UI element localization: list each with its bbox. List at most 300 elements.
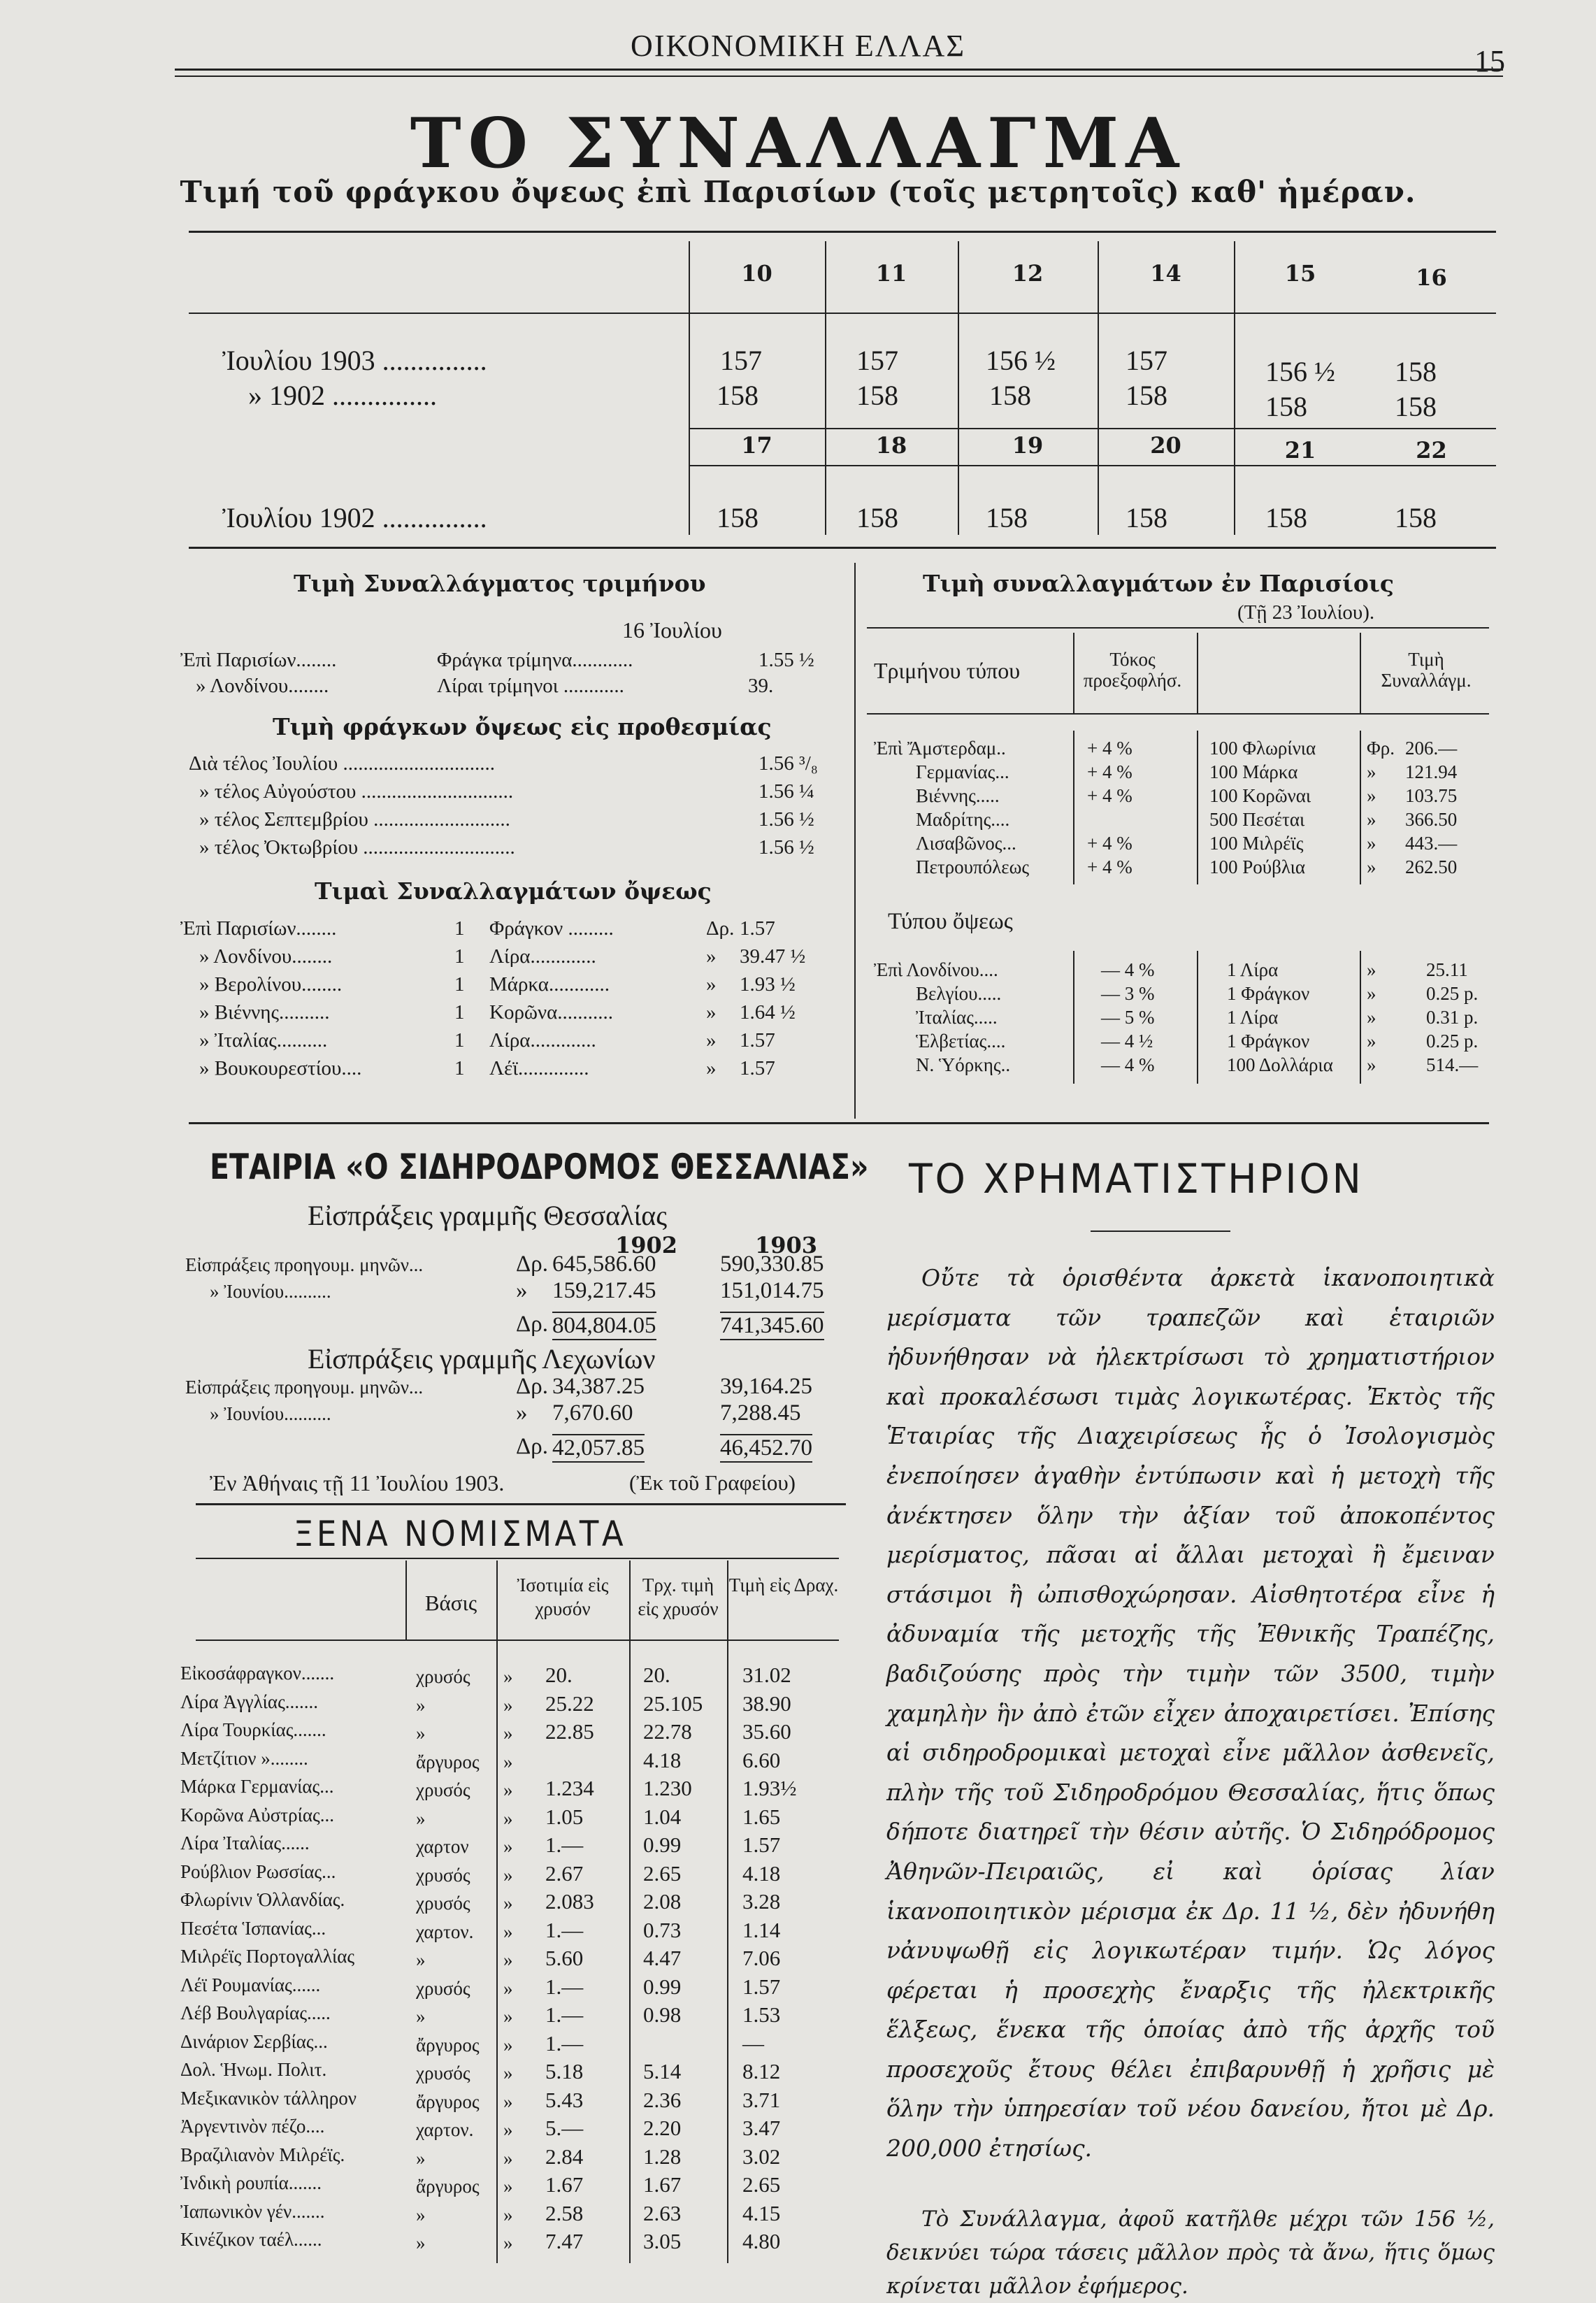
page-number: 15 [1474,44,1505,78]
opseos-currency: » [706,1029,717,1052]
thessalia-row-label: » Ἰουνίου.......... [210,1281,331,1302]
prothesmia-label: » τέλος Αὐγούστου .............................. [199,780,514,803]
paris-header-rate: Τόκος προεξοφλήσ. [1083,649,1182,691]
rate-cell: 158 [856,380,898,411]
paris-place: Ἑλβετίας.... [916,1031,1006,1052]
currency-name: Μεξικανικὸν τάλληρον [180,2087,357,2109]
thessalia-row-label: Εἰσπράξεις προηγουμ. μηνῶν... [185,1377,424,1398]
currency-basis: χαρτον. [416,2119,474,2140]
currency-name: Ἰνδικὴ ρουπία....... [180,2172,322,2193]
iso-ditto: » [503,1694,513,1716]
currency-name: Λίρα Ἰταλίας...... [180,1832,310,1853]
currency-basis: χρυσός [416,1666,470,1687]
iso-ditto: » [503,2204,513,2225]
paris-currency: » [1367,1054,1376,1075]
iso-value: 22.85 [545,1719,594,1744]
prothesmia-label: » τέλος Σεπτεμβρίου ........................... [199,808,510,831]
iso-ditto: » [503,2119,513,2140]
iso-value: 5.60 [545,1946,584,1970]
paris-header-trimino: Τριμήνου τύπου [874,658,1021,683]
drachma-value: 35.60 [742,1719,791,1744]
row-label-1903: Ἰουλίου 1903 ............... [222,345,487,376]
total-1903: 46,452.70 [720,1434,812,1463]
rate-cell: 158 [1126,380,1167,411]
iso-ditto: » [503,2147,513,2169]
paris-value: 0.25 p. [1426,983,1479,1004]
value-1903: 151,014.75 [720,1278,824,1303]
paris-value: 121.94 [1405,761,1458,782]
rate-cell: 156 ½ [986,345,1056,376]
currency-basis: ἄργυρος [416,1751,480,1772]
iso-ditto: » [503,1864,513,1886]
bourse-title: ΤΟ ΧΡΗΜΑΤΙΣΤΗΡΙΟΝ [909,1155,1364,1203]
iso-ditto: » [503,1751,513,1772]
thessalia-sub1: Εἰσπράξεις γραμμῆς Θεσσαλίας [308,1200,668,1231]
rate-cell: 158 [1395,356,1437,387]
day-header: 18 [875,432,907,459]
rate-cell: 156 ½ [1265,356,1335,387]
current-value: 0.98 [643,2002,682,2027]
paris-place: Ἐπὶ Λονδίνου.... [874,959,998,980]
opseos-unit: Λίρα............. [489,945,596,968]
rate-cell: 157 [720,345,762,376]
currency-basis: » [416,1807,426,1829]
header-rule [175,69,1503,71]
iso-ditto: » [503,1836,513,1857]
drachma-value: 2.65 [742,2172,781,2197]
currency-basis: » [416,1723,426,1744]
paris-rate: — 4 % [1101,959,1155,980]
iso-value: 1.— [545,2030,584,2056]
iso-ditto: » [503,1977,513,1999]
value-1902: 34,387.25 [552,1374,645,1399]
iso-ditto: » [503,1666,513,1687]
opseos-qty: 1 [454,1029,465,1052]
iso-ditto: » [503,2006,513,2027]
day-header: 20 [1150,432,1181,459]
year-1902: 1902 [615,1232,678,1258]
xena-header-iso: Ἰσοτιμία εἰς χρυσόν [517,1574,609,1619]
paris-value: 514.— [1426,1054,1479,1075]
paris-rate: + 4 % [1087,761,1133,782]
paris-currency: » [1367,983,1376,1004]
currency-name: Μάρκα Γερμανίας... [180,1776,334,1797]
paris-value: 0.31 p. [1426,1007,1479,1028]
value-1903: 39,164.25 [720,1374,812,1399]
drachma-value: 4.18 [742,1860,781,1886]
day-header: 14 [1150,260,1181,287]
opseos-place: » Βουκουρεστίου.... [199,1057,362,1079]
thessalia-currency: » [516,1278,528,1303]
iso-value: 5.18 [545,2059,584,2083]
currency-name: Λίρα Ἀγγλίας....... [180,1691,319,1712]
prothesmia-label: » τέλος Ὀκτωβρίου .............................. [199,836,515,859]
current-value: 0.99 [643,1974,682,1999]
opseos-place: Ἐπὶ Παρισίων........ [180,917,337,940]
iso-ditto: » [503,1723,513,1744]
paris-currency: » [1367,959,1376,980]
trimino-desc: Λίραι τρίμηνοι ............ [437,675,624,697]
paris-unit: 100 Ρούβλια [1209,856,1306,877]
drachma-value: 4.80 [742,2229,781,2253]
currency-name: Εἰκοσάφραγκον....... [180,1663,335,1684]
paris-unit: 100 Φλωρίνια [1209,738,1316,759]
drachma-value: 1.14 [742,1917,781,1942]
value-1902: 645,586.60 [552,1251,656,1277]
xena-header-basis: Βάσις [424,1591,477,1615]
paris-place: Μαδρίτης.... [916,809,1010,830]
value-1902: 159,217.45 [552,1278,656,1303]
running-title: ΟΙΚΟΝΟΜΙΚΗ ΕΛΛΑΣ [631,29,965,63]
paris-currency: » [1367,856,1376,877]
iso-ditto: » [503,1949,513,1970]
currency-name: Μετζίτιον »........ [180,1747,308,1769]
iso-value: 5.— [545,2116,584,2140]
paris-currency: » [1367,785,1376,806]
thessalia-row-label: » Ἰουνίου.......... [210,1403,331,1424]
paris-value: 366.50 [1405,809,1458,830]
drachma-value: 1.57 [742,1832,781,1857]
paris-unit: 1 Φράγκον [1227,1031,1310,1052]
opseos-place: » Βιέννης.......... [199,1001,330,1024]
opseos-currency: » [706,1057,717,1079]
iso-ditto: » [503,2062,513,2083]
currency-basis: » [416,2232,426,2253]
drachma-value: 31.02 [742,1663,791,1687]
opseos-value: 39.47 ½ [740,945,806,968]
current-value: 4.18 [643,1747,682,1772]
opseos-value: 1.57 [740,917,775,940]
paris-rate: + 4 % [1087,785,1133,806]
paris-unit: 1 Λίρα [1227,959,1279,980]
paris-place: Βιέννης..... [916,785,1000,806]
paris-unit: 500 Πεσέται [1209,809,1305,830]
iso-value: 2.58 [545,2200,584,2225]
opseos-value: 1.57 [740,1029,775,1052]
day-header: 19 [1012,432,1044,459]
paris-unit: 100 Κορῶναι [1209,785,1311,806]
prothesmia-value: 1.56 ³/₈ [759,752,818,775]
current-value: 22.78 [643,1719,692,1744]
thessalia-currency: » [516,1400,528,1426]
bourse-paragraph-2: Τὸ Συνάλλαγμα, ἀφοῦ κατῆλθε μέχρι τῶν 156 ½, δεικνύει τώρα τάσεις μᾶλλον πρὸς τὰ ἄνω, ἥτις ὅμως κρίνεται μᾶλλον ἐφήμερος. [886,2207,1495,2299]
xena-header-cur: Τρχ. τιμὴ εἰς χρυσόν [638,1574,719,1619]
drachma-value: 1.57 [742,1974,781,1999]
current-value: 0.73 [643,1917,682,1942]
current-value: 2.08 [643,1889,682,1914]
currency-name: Λέϊ Ρουμανίας...... [180,1974,321,1995]
column-divider [854,563,856,1119]
rate-cell: 157 [1126,345,1167,376]
opseos-value: 1.57 [740,1057,775,1079]
total-1902: 42,057.85 [552,1434,645,1463]
currency-name: Φλωρίνιν Ὁλλανδίας. [180,1889,345,1910]
rate-cell: 158 [1395,391,1437,422]
title-rule [189,231,1496,233]
thessalia-row-label: Εἰσπράξεις προηγουμ. μηνῶν... [185,1254,424,1275]
row-label-1902: » 1902 ............... [248,380,437,411]
currency-basis: ἄργυρος [416,2176,480,2197]
opseos-qty: 1 [454,917,465,940]
drachma-value: 7.06 [742,1946,781,1970]
current-value: 3.05 [643,2229,682,2253]
paris-unit: 1 Λίρα [1227,1007,1279,1028]
drachma-value: 1.65 [742,1804,781,1829]
bourse-paragraph-1: Οὔτε τὰ ὁρισθέντα ἀρκετὰ ἱκανοποιητικὰ μερίσματα τῶν τραπεζῶν καὶ ἑταιριῶν ἠδυνήθησαν νὰ ἠλεκτρίσωσι τὸ χρηματιστήριον καὶ προκαλέσωσι τιμὰς λογικωτέρας. Ἐκτὸς τῆς Ἑταιρίας τῆς Διαχειρίσεως ἧς ὁ Ἰσολογισμὸς ἐνεποίησεν ἀγαθὴν ἐντύπωσιν καὶ ἡ μετοχὴ τῆς ἀνέκτησεν ὅλην τὴν ἀξίαν τοῦ ἀποκοπέντος μερίσματος, πᾶσαι αἱ ἄλλαι μετοχαὶ ἢ ἔμειναν στάσιμοι ἢ ὠπισθοχώρησαν. Αἰσθητοτέρα εἶνε ἡ ἀδυναμία τῆς μετοχῆς τῆς Ἐθνικῆς Τραπέζης, βαδιζούσης πρὸς τὴν τιμὴν τῶν 3500, τιμὴν χαμηλὴν ἣν ἀπὸ ἐτῶν εἶχεν ἀποχαιρετίσει. Ἐπίσης αἱ σιδηροδρομικαὶ μετοχαὶ εἶνε μᾶλλον ἀσθενεῖς, πλὴν τῆς τοῦ Σιδηροδρόμου Θεσσαλίας, ἥτις ὅπως δήποτε διατηρεῖ τὴν θέσιν αὐτῆς. Ὁ Σιδηρόδρομος Ἀθηνῶν-Πειραιῶς, εἰ καὶ ὁρίσας λίαν ἱκανοποιητικὸν μέρισμα ἐκ Δρ. 11 ½, δὲν ἠδυνήθη νἀνυψωθῇ εἰς λογικωτέραν τιμήν. Ὡς λόγος φέρεται ἡ προσεχὴς ἔναρξις τῆς ἠλεκτρικῆς ἕλξεως, ἕνεκα τῆς ὁποίας ἀπὸ τῆς ἀρχῆς τοῦ προσεχοῦς ἔτους θέλει ἐπιβαρυνθῇ ἡ χρῆσις μὲ ὅλην τὴν ὑπηρεσίαν τοῦ νέου δανείου, ἤτοι μὲ Δρ. 200,000 ἐτησίως. [886,1264,1495,2162]
currency-name: Λέβ Βουλγαρίας..... [180,2002,331,2023]
currency-name: Ἀργεντινὸν πέζο.... [180,2116,325,2137]
section-rule [189,1122,1489,1124]
paris-rate: — 5 % [1101,1007,1155,1028]
value-1903: 590,330.85 [720,1251,824,1277]
currency-basis: χαρτον. [416,1921,474,1942]
paris-place: Βελγίου..... [916,983,1002,1004]
prothesmia-label: Διὰ τέλος Ἰουλίου .............................. [189,752,495,775]
opseos-unit: Μάρκα............ [489,973,610,996]
trimino-desc: Φράγκα τρίμηνα............ [437,649,633,671]
currency-basis: χρυσός [416,1864,470,1886]
rate-cell: 158 [717,380,759,411]
paris-place: Πετρουπόλεως [916,856,1030,877]
trimino-value: 1.55 ½ [759,649,814,671]
opseos-unit: Λίρα............. [489,1029,596,1052]
year-1903: 1903 [755,1232,818,1258]
drachma-value: 3.28 [742,1889,781,1914]
iso-value: 7.47 [545,2229,584,2253]
opseos-place: » Ἰταλίας.......... [199,1029,328,1052]
page-subtitle: Τιμή τοῦ φράγκου ὄψεως ἐπὶ Παρισίων (τοῖς μετρητοῖς) καθ' ἡμέραν. [180,175,1416,209]
currency-basis: » [416,2006,426,2027]
prothesmia-value: 1.56 ¼ [759,780,814,803]
paris-value: 103.75 [1405,785,1458,806]
iso-ditto: » [503,1893,513,1914]
current-value: 2.20 [643,2116,682,2140]
opseos-place: » Βερολίνου........ [199,973,343,996]
day-header: 15 [1284,260,1316,287]
iso-ditto: » [503,2232,513,2253]
iso-value: 5.43 [545,2087,584,2112]
paris-value: 262.50 [1405,856,1458,877]
rate-cell: 158 [1265,391,1307,422]
paris-place: Ἰταλίας..... [916,1007,998,1028]
currency-basis: ἄργυρος [416,2034,480,2056]
iso-value: 2.67 [545,1860,584,1886]
prothesmia-value: 1.56 ½ [759,836,814,859]
day-header: 21 [1284,437,1316,464]
thessalia-title: ΕΤΑΙΡΙΑ «Ο ΣΙΔΗΡΟΔΡΟΜΟΣ ΘΕΣΣΑΛΙΑΣ» [210,1147,869,1187]
opseos-currency: » [706,945,717,968]
day-header: 12 [1012,260,1044,287]
rate-cell: 158 [717,502,759,533]
rate-cell: 158 [856,502,898,533]
opseos-unit: Φράγκον ......... [489,917,614,940]
drachma-value: 1.53 [742,2002,781,2027]
day-header: 22 [1416,437,1447,464]
day-header: 11 [875,260,907,287]
xena-title: ΞΕΝΑ ΝΟΜΙΣΜΑΤΑ [294,1514,627,1554]
trimino-date: 16 Ἰουλίου [622,617,722,643]
thessalia-currency: Δρ. [516,1251,548,1277]
paris-currency: » [1367,761,1376,782]
paris-value: 0.25 p. [1426,1031,1479,1052]
paris-title: Τιμὴ συναλλαγμάτων ἐν Παρισίοις [923,570,1394,597]
currency-name: Ρούβλιον Ρωσσίας... [180,1860,336,1882]
page-title: ΤΟ ΣΥΝΑΛΛΑΓΜΑ [410,103,1186,184]
opseos-qty: 1 [454,1001,465,1024]
iso-value: 1.05 [545,1804,584,1829]
rate-cell: 158 [986,502,1028,533]
iso-ditto: » [503,1921,513,1942]
drachma-value: 8.12 [742,2059,781,2083]
drachma-value: 4.15 [742,2200,781,2225]
thessalia-total-currency: Δρ. [516,1434,548,1459]
paris-currency: » [1367,1031,1376,1052]
opseos-value: 1.64 ½ [740,1001,796,1024]
rate-cell: 157 [856,345,898,376]
rate-cell: 158 [1265,502,1307,533]
currency-basis: χρυσός [416,1977,470,1999]
drachma-value: 3.71 [742,2087,781,2112]
opseos-qty: 1 [454,945,465,968]
paris-unit: 100 Μάρκα [1209,761,1298,782]
opseos-unit: Κορῶνα........... [489,1001,614,1024]
opseos-value: 1.93 ½ [740,973,796,996]
paris-currency: » [1367,833,1376,854]
currency-name: Πεσέτα Ἱσπανίας... [180,1917,326,1939]
trimino-value: 39. [748,675,774,697]
rate-cell: 158 [1395,502,1437,533]
paris-rate: + 4 % [1087,738,1133,759]
currency-name: Κινέζικον ταέλ...... [180,2229,322,2250]
total-1903: 741,345.60 [720,1312,824,1340]
trimino-place: Ἐπὶ Παρισίων........ [180,649,337,671]
current-value: 25.105 [643,1691,703,1716]
currency-basis: » [416,2147,426,2169]
iso-value: 1.— [545,2002,584,2027]
day-header: 16 [1416,264,1447,291]
opseos-place: » Λονδίνου........ [199,945,333,968]
current-value: 1.28 [643,2144,682,2169]
currency-basis: » [416,1694,426,1716]
prothesmia-value: 1.56 ½ [759,808,814,831]
drachma-value: 6.60 [742,1747,781,1772]
iso-value: 25.22 [545,1691,594,1716]
paris-place: Ἐπὶ Ἄμστερδαμ.. [874,738,1006,759]
row-label-1902b: Ἰουλίου 1902 ............... [222,502,487,533]
paris-unit: 1 Φράγκον [1227,983,1310,1004]
dateline: Ἐν Ἀθήναις τῇ 11 Ἰουλίου 1903. [210,1470,505,1495]
drachma-value: 3.02 [742,2144,781,2169]
thessalia-currency: Δρ. [516,1374,548,1399]
currency-name: Δινάριον Σερβίας... [180,2030,328,2052]
paris-currency: Φρ. [1367,738,1395,759]
currency-basis: » [416,1949,426,1970]
opseos-unit: Λέϊ.............. [489,1057,589,1079]
drachma-value: 3.47 [742,2116,781,2140]
paris-value: 443.— [1405,833,1458,854]
iso-value: 1.— [545,1917,584,1942]
current-value: 1.67 [643,2172,682,2197]
current-value: 4.47 [643,1946,682,1970]
office-note: (Ἐκ τοῦ Γραφείου) [629,1470,796,1495]
currency-basis: χρυσός [416,1893,470,1914]
value-1902: 7,670.60 [552,1400,633,1426]
paris-header-value: Τιμὴ Συναλλάγμ. [1381,649,1472,691]
paris-value: 206.— [1405,738,1458,759]
currency-basis: χαρτον [416,1836,469,1857]
iso-ditto: » [503,1807,513,1829]
paris-rate: — 3 % [1101,983,1155,1004]
iso-value: 1.— [545,1974,584,1999]
iso-value: 1.234 [545,1776,594,1800]
opseos-qty: 1 [454,1057,465,1079]
iso-value: 2.84 [545,2144,584,2169]
day-header: 10 [741,260,772,287]
current-value: 1.230 [643,1776,692,1800]
header-rule-2 [175,76,1503,77]
paris-rate: — 4 ½ [1101,1031,1153,1052]
trimino-place: » Λονδίνου........ [196,675,329,697]
currency-basis: χρυσός [416,2062,470,2083]
currency-name: Ἰαπωνικὸν γέν....... [180,2200,325,2222]
iso-ditto: » [503,2034,513,2056]
paris-unit: 100 Δολλάρια [1227,1054,1333,1075]
current-value: 1.04 [643,1804,682,1829]
currency-basis: » [416,2204,426,2225]
opseos-currency: » [706,1001,717,1024]
iso-ditto: » [503,2090,513,2112]
xena-header-drach: Τιμὴ εἰς Δραχ. [728,1574,839,1595]
iso-ditto: » [503,1779,513,1800]
trimino-title: Τιμὴ Συναλλάγματος τριμήνου [294,570,706,597]
current-value: 20. [643,1663,670,1687]
currency-name: Μιλρέϊς Πορτογαλλίας [180,1946,355,1967]
drachma-value: 1.93½ [742,1776,797,1800]
paris-rate: — 4 % [1101,1054,1155,1075]
paris-rate: + 4 % [1087,856,1133,877]
paris-opseos-label: Τύπου ὄψεως [888,909,1013,934]
prothesmia-title: Τιμὴ φράγκων ὄψεως εἰς προθεσμίας [273,713,772,740]
thessalia-sub2: Εἰσπράξεις γραμμῆς Λεχωνίων [308,1343,656,1375]
opseos-currency: Δρ. [706,917,735,940]
paris-currency: » [1367,809,1376,830]
paris-rate: + 4 % [1087,833,1133,854]
current-value: 2.36 [643,2087,682,2112]
current-value: 0.99 [643,1832,682,1857]
currency-name: Λίρα Τουρκίας....... [180,1719,326,1740]
opseos-title: Τιμαὶ Συναλλαγμάτων ὄψεως [315,877,712,905]
iso-value: 2.083 [545,1889,594,1914]
currency-name: Κορῶνα Αὐστρίας... [180,1804,334,1825]
paris-unit: 100 Μιλρέϊς [1209,833,1304,854]
current-value: 5.14 [643,2059,682,2083]
current-value: 2.63 [643,2200,682,2225]
currency-basis: ἄργυρος [416,2090,480,2112]
total-1902: 804,804.05 [552,1312,656,1340]
currency-basis: χρυσός [416,1779,470,1800]
thessalia-total-currency: Δρ. [516,1312,548,1337]
opseos-qty: 1 [454,973,465,996]
rate-cell: 158 [1126,502,1167,533]
paris-currency: » [1367,1007,1376,1028]
drachma-value: 38.90 [742,1691,791,1716]
value-1903: 7,288.45 [720,1400,801,1426]
day-header: 17 [741,432,772,459]
rate-cell: 158 [989,380,1031,411]
paris-value: 25.11 [1426,959,1468,980]
paris-place: Γερμανίας... [916,761,1009,782]
iso-value: 20. [545,1663,573,1687]
